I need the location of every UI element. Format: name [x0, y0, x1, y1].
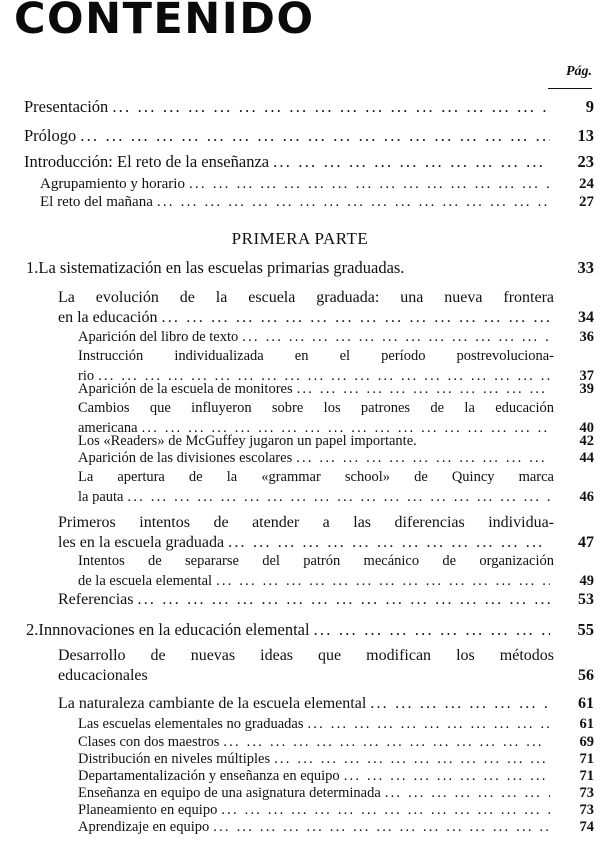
toc-entry-divisiones[interactable] [78, 450, 600, 467]
toc-entry-text: Las escuelas elementales no graduadas [78, 716, 304, 732]
toc-entry-text: Prólogo [24, 126, 77, 145]
toc-entry-text: Introducción: El reto de la enseñanza [24, 152, 270, 171]
toc-page-number: 9 [585, 97, 594, 116]
toc-entry-reto-manana[interactable] [40, 192, 600, 212]
chapter-number: 1. [26, 258, 39, 277]
toc-entry-niveles-multiples[interactable] [78, 751, 600, 768]
toc-entry-planeamiento[interactable] [78, 802, 600, 819]
toc-entry-line1: Desarrollo de nuevas ideas que modifican los métodos [58, 647, 554, 664]
toc-entry-intentos-separarse[interactable] [78, 551, 600, 591]
leader-dots [128, 487, 551, 507]
toc-entry-text: El reto del mañana [40, 194, 153, 210]
toc-entry-introduccion[interactable] [24, 152, 600, 172]
toc-entry-line1: Instrucción individualizada en el período postrevoluciona- [78, 348, 554, 364]
leader-dots [297, 381, 550, 398]
toc-entry-instruccion[interactable] [78, 346, 600, 386]
toc-page-number: 73 [579, 802, 594, 818]
toc-entry-aprendizaje[interactable] [78, 819, 600, 836]
toc-page-number: 71 [579, 751, 594, 767]
toc-entry-asignatura[interactable] [78, 785, 600, 802]
leader-dots [242, 329, 550, 346]
leader-dots [216, 571, 550, 591]
toc-page-number: 33 [577, 258, 594, 277]
toc-page-number: 27 [579, 194, 594, 210]
toc-entry-text: Referencias [58, 591, 134, 608]
leader-dots [274, 751, 550, 768]
leader-dots [344, 768, 550, 785]
toc-entry-primeros-intentos[interactable] [58, 513, 600, 553]
toc-entry-libro-texto[interactable] [78, 329, 600, 346]
leader-dots [385, 785, 550, 802]
toc-entry-no-graduadas[interactable] [78, 716, 600, 733]
leader-dots [112, 97, 550, 117]
toc-entry-text: educacionales [58, 667, 148, 684]
leader-dots [157, 192, 550, 212]
leader-dots [314, 620, 550, 640]
leader-dots [213, 819, 550, 836]
leader-dots [162, 308, 551, 328]
toc-entry-text: La naturaleza cambiante de la escuela elemental [58, 695, 367, 712]
toc-entry-text: Distribución en niveles múltiples [78, 751, 271, 767]
leader-dots [228, 533, 550, 553]
toc-entry-prologo[interactable] [24, 126, 600, 146]
toc-entry-text: Aparición de las divisiones escolares [78, 450, 293, 466]
leader-dots [223, 734, 550, 751]
leader-dots [273, 152, 550, 172]
toc-entry-desarrollo[interactable] [58, 646, 600, 686]
toc-page-number: 34 [578, 309, 594, 326]
toc-entry-monitores[interactable] [78, 381, 600, 398]
toc-entry-line1: Cambios que influyeron sobre los patrones de la educación [78, 400, 554, 416]
leader-dots [189, 174, 550, 194]
toc-page-number: 55 [577, 620, 594, 639]
toc-page-number: 44 [579, 450, 594, 466]
toc-entry-referencias[interactable] [58, 590, 600, 610]
toc-page-number: 24 [579, 176, 594, 192]
page-title: CONTENIDO [14, 0, 315, 44]
toc-entry-text: en la educación [58, 309, 158, 326]
toc-page-number: 61 [579, 716, 594, 732]
toc-entry-text: Planeamiento en equipo [78, 802, 218, 818]
toc-entry-dos-maestros[interactable] [78, 734, 600, 751]
toc-page-number: 40 [579, 420, 594, 436]
toc-entry-evolucion[interactable] [58, 288, 600, 328]
leader-dots [221, 802, 550, 819]
toc-entry-presentacion[interactable] [24, 97, 600, 117]
toc-entry-text: Clases con dos maestros [78, 734, 220, 750]
toc-entry-text: Departamentalización y enseñanza en equipo [78, 768, 340, 784]
leader-dots [80, 126, 550, 146]
toc-entry-text: americana [78, 420, 138, 436]
toc-page-number: 42 [579, 433, 594, 449]
toc-page-number: 73 [579, 785, 594, 801]
toc-entry-text: Agrupamiento y horario [40, 176, 185, 192]
toc-page-number: 23 [577, 152, 594, 171]
leader-dots [370, 694, 550, 714]
toc-page-number: 47 [578, 534, 594, 551]
toc-entry-text: rio [78, 368, 95, 384]
toc-entry-text: Presentación [24, 97, 109, 116]
toc-entry-text: la pauta [78, 489, 124, 505]
toc-page-number: 71 [579, 768, 594, 784]
toc-page-number: 61 [578, 695, 594, 712]
page-column-header: Pág. [565, 64, 592, 79]
toc-page-number: 36 [579, 329, 594, 345]
toc-page-number: 37 [579, 368, 594, 384]
toc-entry-text: La sistematización en las escuelas primarias graduadas. [38, 258, 405, 277]
toc-entry-cambios[interactable] [78, 398, 600, 438]
toc-entry-departamentalizacion[interactable] [78, 768, 600, 785]
toc-entry-text: Innnovaciones en la educación elemental [38, 620, 310, 639]
toc-entry-chapter-1[interactable] [26, 258, 600, 278]
toc-entry-line1: La evolución de la escuela graduada: una nueva frontera [58, 289, 554, 306]
toc-entry-text: Los «Readers» de McGuffey jugaron un papel importante. [78, 433, 417, 449]
toc-entry-line1: Primeros intentos de atender a las diferencias individua- [58, 514, 554, 531]
toc-entry-readers[interactable] [78, 433, 600, 450]
toc-entry-text: Aprendizaje en equipo [78, 819, 210, 835]
toc-entry-chapter-2[interactable] [26, 620, 600, 640]
chapter-number: 2. [26, 620, 39, 639]
leader-dots [138, 590, 550, 610]
toc-page-number: 69 [579, 734, 594, 750]
toc-entry-text: de la escuela elemental [78, 573, 213, 589]
toc-entry-agrupamiento[interactable] [40, 174, 600, 194]
toc-entry-line1: La apertura de la «grammar school» de Quincy marca [78, 469, 554, 485]
toc-entry-text: Enseñanza en equipo de una asignatura determinada [78, 785, 381, 801]
toc-page-number: 49 [579, 573, 594, 589]
leader-dots [296, 450, 550, 467]
section-heading: PRIMERA PARTE [231, 229, 369, 248]
leader-dots [307, 716, 550, 733]
toc-page-number: 74 [579, 819, 594, 835]
toc-entry-naturaleza[interactable] [58, 694, 600, 714]
toc-page-number: 56 [578, 667, 594, 684]
toc-entry-text: Aparición del libro de texto [78, 329, 239, 345]
toc-entry-quincy[interactable] [78, 467, 600, 507]
toc-entry-text: les en la escuela graduada [58, 534, 225, 551]
toc-page-number: 53 [578, 591, 594, 608]
toc-entry-text: Aparición de la escuela de monitores [78, 381, 293, 397]
toc-entry-line1: Intentos de separarse del patrón mecánico de organización [78, 553, 554, 569]
toc-page-number: 46 [579, 489, 594, 505]
toc-page-number: 39 [579, 381, 594, 397]
toc-page-number: 13 [577, 126, 594, 145]
